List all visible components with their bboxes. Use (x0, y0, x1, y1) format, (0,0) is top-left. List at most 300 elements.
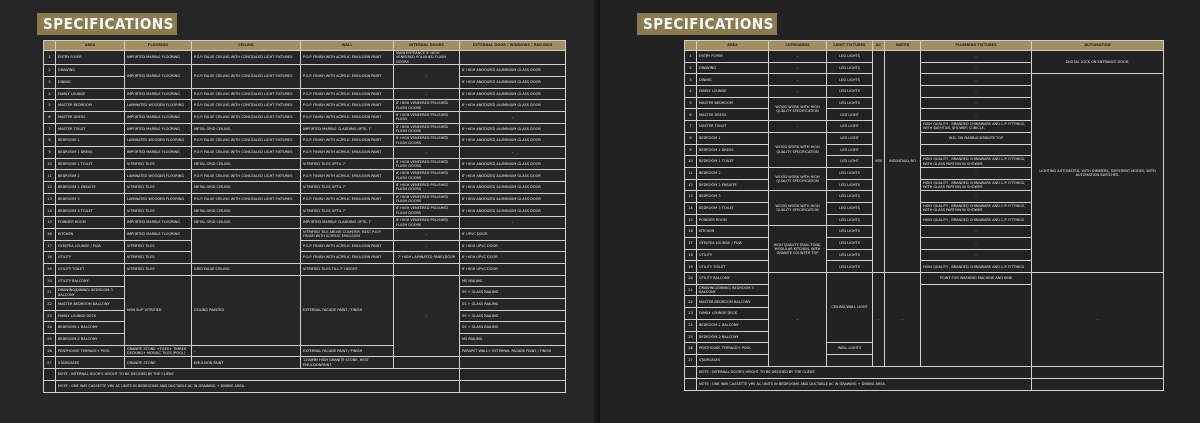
wall-cell: P.O.P. FINISH WITH ACRYLIC EMULSION PAINT (301, 147, 394, 159)
light-fixture-cell: LED LIGHT (827, 144, 873, 156)
external-door-cell: 8' HIGH ANODIZED ALUMINIUM GLASS DOOR (460, 158, 566, 170)
light-fixture-cell: LED LIGHTS (827, 202, 873, 214)
row-number: 5 (685, 97, 697, 109)
note-spacer (44, 369, 56, 381)
area-cell: BEDROOM 1 DRESS (697, 144, 769, 156)
table-row (44, 111, 566, 123)
external-door-cell: 8' HIGH UPVC DOOR (460, 263, 566, 275)
area-cell: GYM/TEA LOUNGE / PUJA (697, 238, 769, 250)
left-header-row (44, 41, 566, 51)
row-number: 27 (685, 354, 697, 366)
area-cell: ENTRY FOYER (56, 51, 125, 65)
area-cell: FAMILY LOUNGE (56, 88, 125, 100)
row-number: 3 (44, 76, 56, 88)
row-number: 7 (44, 123, 56, 135)
area-cell: BEDROOM 2 ENSUITE (56, 182, 125, 194)
ceiling-cell: P.O.P. FALSE CEILING WITH CONCEALED LIGHT FIXTURES (192, 65, 301, 88)
area-cell: BEDROOM-2 BALCONY (56, 334, 125, 346)
table-row (44, 205, 566, 217)
wall-cell: P.O.P. FINISH WITH ACRYLIC EMULSION PAINT (301, 252, 394, 264)
flooring-cell: IMPORTED MARBLE FLOORING (125, 51, 192, 65)
left-header-cell: WALL (301, 41, 394, 51)
table-row (44, 240, 566, 252)
table-row (44, 170, 566, 182)
right-header-cell: WATER (885, 41, 921, 51)
plumbing-cell: - (921, 74, 1032, 86)
light-fixture-cell: LED LIGHTS (827, 238, 873, 250)
plumbing-cell: HIGH QUALITY , BRANDED CHINAWARE AND C.P. FITTINGS, WITH GLASS PARTION IN SHOWER (921, 202, 1032, 214)
wall-cell: VITRIFIED TILES UPTIL 7' (301, 182, 394, 194)
plumbing-cell (921, 144, 1032, 156)
light-fixture-cell: LED LIGHTS (827, 226, 873, 238)
ceiling-cell: METAL GRID CEILING (192, 182, 301, 194)
area-cell: BEDROOM 3 (56, 193, 125, 205)
light-fixture-cell (827, 354, 873, 366)
area-cell: BEDROOM 2 (56, 170, 125, 182)
plumbing-cell: - (921, 238, 1032, 250)
note-spacer (685, 378, 697, 390)
external-door-cell: - (460, 147, 566, 159)
row-number: 18 (685, 249, 697, 261)
external-door-cell: SS + GLASS RAILING (460, 298, 566, 310)
internal-door-cell: - (394, 147, 460, 159)
light-fixture-cell: LED LIGHTS (827, 214, 873, 226)
plumbing-cell: POINT FOR WASHING MACHINE AND SINK (921, 273, 1032, 285)
row-number: 12 (44, 182, 56, 194)
area-cell: BEDROOM-1 BALCONY (697, 319, 769, 331)
area-cell: UTILITY TOILET (697, 261, 769, 273)
light-fixture-cell: LED LIGHTS (827, 74, 873, 86)
row-number: 10 (44, 158, 56, 170)
plumbing-cell: - (921, 109, 1032, 121)
row-number: 14 (44, 205, 56, 217)
row-number: 19 (44, 263, 56, 275)
light-fixture-cell: LED LIGHTS (827, 51, 873, 63)
flooring-cell: LAMINATED WOODEN FLOORING (125, 100, 192, 112)
light-fixture-cell: LED LIGHTS (827, 62, 873, 74)
row-number: 13 (44, 193, 56, 205)
flooring-cell: IMPORTED MARBLE FLOORING (125, 228, 192, 240)
area-cell: DRAWING (697, 62, 769, 74)
left-header-cell: EXTERNAL DOOR / WINDOWS / RAILINGS (460, 41, 566, 51)
row-number: 2 (44, 65, 56, 77)
external-door-cell: 8' HIGH UPVC DOOR (460, 252, 566, 264)
note-text: NOTE : INTERNAL DOOR'S HEIGHT TO BE DECIDED BY THE CLIENT. (697, 366, 1032, 378)
plumbing-cell: - (921, 51, 1032, 63)
area-cell: BEDROOM 2 ENSUITE (697, 179, 769, 191)
flooring-cell: IMPORTED MARBLE FLOORING (125, 123, 192, 135)
area-cell: PENTHOUSE TERRACE+ POOL (697, 343, 769, 355)
row-number: 23 (44, 310, 56, 322)
light-fixture-cell: LED LIGHTS (827, 97, 873, 109)
right-header-cell: AUTOMATION (1032, 41, 1164, 51)
left-page-title: SPECIFICATIONS (43, 15, 174, 33)
row-number: 9 (685, 144, 697, 156)
row-number: 2 (685, 62, 697, 74)
internal-door-cell: 8' HIGH VENEERED POLISHED FLUSH DOORS (394, 135, 460, 147)
ceiling-cell: METAL GRID CEILING (192, 123, 301, 135)
table-row (44, 228, 566, 240)
table-row (44, 275, 566, 287)
row-number: 24 (44, 322, 56, 334)
ceiling-cell: P.O.P. FALSE CEILING WITH CONCEALED LIGHT FIXTURES (192, 147, 301, 159)
ceiling-cell: P.O.P. FALSE CEILING WITH CONCEALED LIGHT FIXTURES (192, 170, 301, 182)
table-row (685, 51, 1164, 63)
row-number: 6 (685, 109, 697, 121)
row-number: 5 (44, 100, 56, 112)
ceiling-cell: METAL GRID CEILING (192, 158, 301, 170)
left-title-banner (37, 13, 177, 35)
external-door-cell: MS RAILING (460, 334, 566, 346)
row-number: 11 (44, 170, 56, 182)
row-number: 17 (44, 240, 56, 252)
right-header-cell (685, 41, 697, 51)
light-fixture-cell: LED LIGHTS (827, 191, 873, 203)
right-header-cell: PLUMBING FIXTURES (921, 41, 1032, 51)
light-fixture-cell: LED LIGHTS (827, 167, 873, 179)
external-door-cell: 8' UPVC DOOR (460, 228, 566, 240)
flooring-cell: VITRIFIED TILES (125, 240, 192, 252)
plumbing-cell: - (921, 191, 1032, 203)
area-cell: KITCHEN (697, 226, 769, 238)
wall-cell: VITRIFIED TILES UPTIL 7' (301, 158, 394, 170)
table-row (44, 182, 566, 194)
flooring-cell: VITRIFIED TILES (125, 205, 192, 217)
wall-cell: P.O.P. FINISH WITH ACRYLIC EMULSION PAINT (301, 65, 394, 88)
plumbing-cell: HIGH QUALITY , BRANDED CHINAWARE AND C.P. FITTINGS, WITH GLASS PARTION IN SHOWER (921, 156, 1032, 168)
cupboards-cell: HIGH QUALITY DUAL TONE, MODULAR KITCHEN, WITH GRANITE COUNTER TOP (769, 226, 827, 273)
cupboards-cell: WOOD WORK WITH HIGH QUALITY SPECIFICATION (769, 132, 827, 167)
external-door-cell: 8' HIGH ANODIZED ALUMINIUM GLASS DOOR (460, 123, 566, 135)
area-cell: BEDROOM 3 TOILET (56, 205, 125, 217)
row-number: 1 (685, 51, 697, 63)
flooring-cell: VITRIFIED TILES (125, 252, 192, 264)
table-row (44, 135, 566, 147)
internal-door-cell: 8' HIGH VENEERED POLISHED FLUSH (394, 111, 460, 123)
row-number: 27 (44, 357, 56, 369)
area-cell: MASTER BEDROOM (56, 100, 125, 112)
right-header-cell: AC (873, 41, 885, 51)
plumbing-cell: HIGH QUALITY , BRANDED CHINAWARE AND C.P. FITTINGS, WITH GLASS PARTION IN SHOWER (921, 179, 1032, 191)
row-number: 17 (685, 238, 697, 250)
flooring-cell: VITRIFIED TILES (125, 182, 192, 194)
table-row (44, 357, 566, 369)
ceiling-cell: METAL GRID CEILING (192, 217, 301, 229)
note-row (44, 369, 566, 381)
external-door-cell (460, 51, 566, 65)
area-cell: BEDROOM 1 DRESS (56, 147, 125, 159)
area-cell: MASTER BEDROOM BALCONY (697, 296, 769, 308)
table-row (44, 51, 566, 65)
flooring-cell: IMPORTED MARBLE FLOORING (125, 111, 192, 123)
table-row (44, 158, 566, 170)
note-empty-cell (1032, 378, 1164, 390)
flooring-cell: LAMINATED WOODEN FLOORING (125, 135, 192, 147)
left-header-cell: CEILING (192, 41, 301, 51)
row-number: 24 (685, 319, 697, 331)
light-fixture-cell: LED LIGHTS (827, 179, 873, 191)
row-number: 26 (685, 343, 697, 355)
table-row (44, 345, 566, 357)
wall-cell: VITRIFIED TILES UPTIL 7' (301, 205, 394, 217)
right-page-title: SPECIFICATIONS (643, 15, 774, 33)
wall-cell: P.O.P. FINISH WITH ACRYLIC EMULSION PAINT (301, 135, 394, 147)
cupboards-cell: - (769, 121, 827, 133)
row-number: 15 (685, 214, 697, 226)
table-row (44, 263, 566, 275)
ceiling-cell: P.O.P. FALSE CEILING WITH CONCEALED LIGHT FIXTURES (192, 51, 301, 65)
plumbing-cell: - (921, 226, 1032, 238)
internal-door-cell: 7' HIGH LAMINATED PANELDOOR (394, 252, 460, 264)
plumbing-cell: HIGH QUALITY , BRANDED CHINAWARE AND C.P. FITTINGS (921, 261, 1032, 273)
external-door-cell: 8' HIGH ANODIZED ALUMINIUM GLASS DOOR (460, 76, 566, 88)
table-row (44, 147, 566, 159)
note-text: NOTE : INTERNAL DOOR'S HEIGHT TO BE DECIDED BY THE CLIENT. (56, 369, 460, 381)
left-header-cell: AREA (56, 41, 125, 51)
flooring-cell: VITRIFIED TILES (125, 263, 192, 275)
row-number: 23 (685, 308, 697, 320)
wall-cell: P.O.P. FINISH WITH ACRYLIC EMULSION PAINT (301, 111, 394, 123)
row-number: 8 (44, 135, 56, 147)
area-cell: KITCHEN (56, 228, 125, 240)
area-cell: BEDROOM 3 TOILET (697, 202, 769, 214)
flooring-cell: VITRIFIED TILES (125, 158, 192, 170)
row-number: 16 (685, 226, 697, 238)
light-fixture-cell: WALL LIGHTS (827, 343, 873, 355)
row-number: 21 (44, 287, 56, 299)
area-cell: BEDROOM 2 (697, 167, 769, 179)
row-number: 4 (44, 88, 56, 100)
ceiling-cell: - (192, 345, 301, 357)
area-cell: POWDER ROOM (56, 217, 125, 229)
row-number: 20 (44, 275, 56, 287)
left-spec-table (43, 40, 566, 393)
row-number: 22 (685, 296, 697, 308)
left-header-cell: INTERNAL DOORS (394, 41, 460, 51)
area-cell: BEDROOM 1 (56, 135, 125, 147)
plumbing-cell: HIGH QUALITY , BRANDED CHINAWARE AND C.P. FITTINGS, WITH BATHTUB, SHOWER CUBICLE. (921, 121, 1032, 133)
row-number: 26 (44, 345, 56, 357)
external-door-cell: PARAPET WALL+ EXTERNAL FACADE PAINT / FINISH (460, 345, 566, 357)
right-header-cell: LIGHT FIXTURES (827, 41, 873, 51)
table-row (44, 100, 566, 112)
internal-door-cell: 8' HIGH VENEERED POLISHED FLUSH DOORS (394, 170, 460, 182)
external-door-cell: 8' HIGH ANODIZED ALUMINIUM GLASS DOOR (460, 193, 566, 205)
ceiling-cell: P.O.P. FALSE CEILING WITH CONCEALED LIGHT FIXTURES (192, 88, 301, 100)
internal-door-cell: 8' HIGH VENEERED POLISHED FLUSH DOORS (394, 158, 460, 170)
wall-cell: P.O.P. FINISH WITH ACRYLIC EMULSION PAINT (301, 88, 394, 100)
area-cell: FAMILY LOUNGE DECK (56, 310, 125, 322)
flooring-cell: GRANITE STONE +TILES+ TIMBER DECKING+ MOSAIC TILES (POOL) (125, 345, 192, 357)
internal-door-cell: - (394, 275, 460, 357)
row-number: 18 (44, 252, 56, 264)
row-number: 3 (685, 74, 697, 86)
row-number: 15 (44, 217, 56, 229)
wall-cell: IMPORTED MARBLE CLADDING UPTIL 7' (301, 123, 394, 135)
external-door-cell: 8' HIGH ANODIZED ALUMINIUM GLASS DOOR (460, 88, 566, 100)
area-cell: BEDROOM 1 TOILET (697, 156, 769, 168)
wall-cell: P.O.P. FINISH WITH ACRYLIC EMULSION PAINT (301, 51, 394, 65)
wall-cell: P.O.P. FINISH WITH ACRYLIC EMULSION PAINT (301, 100, 394, 112)
area-cell: DINING (697, 74, 769, 86)
light-fixture-cell: LED LIGHT (827, 121, 873, 133)
ceiling-cell: P.O.P. FALSE CEILING WITH CONCEALED LIGHT FIXTURES (192, 193, 301, 205)
area-cell: UTILITY BALCONY (697, 273, 769, 285)
flooring-cell: IMPORTED MARBLE FLOORING (125, 147, 192, 159)
flooring-cell: IMPORTED MARBLE FLOORING (125, 217, 192, 229)
wall-cell: P.O.P. FINISH WITH ACRYLIC EMULSION PAINT (301, 240, 394, 252)
area-cell: MASTER BEDROOM BALCONY (56, 298, 125, 310)
external-door-cell: - (460, 111, 566, 123)
area-cell: DRAWING (56, 65, 125, 77)
external-door-cell: SS + GLASS RAILING (460, 310, 566, 322)
table-row (44, 193, 566, 205)
ceiling-cell: CEILING PAINTED (192, 275, 301, 345)
row-number: 4 (685, 86, 697, 98)
light-fixture-cell: LED LIGHTS (827, 86, 873, 98)
row-number: 9 (44, 147, 56, 159)
internal-door-cell: 8' HIGH VENEERED POLISHED FLUSH DOORS (394, 123, 460, 135)
ac-cell: VRV (873, 51, 885, 273)
area-cell: UTILITY TOILET (56, 263, 125, 275)
row-number: 10 (685, 156, 697, 168)
right-header-row (685, 41, 1164, 51)
internal-door-cell: 8' HIGH VENEERED POLISHED FLUSH DOORS (394, 182, 460, 194)
note-spacer (44, 381, 56, 393)
flooring-cell: NON SLIP VITRIFIED (125, 275, 192, 345)
automation-cell: DIGITAL LOCK ON ENTRANCE DOOR. (1032, 51, 1164, 74)
external-door-cell: 8' HIGH ANODIZED ALUMINIUM GLASS DOOR (460, 170, 566, 182)
wall-cell: P.O.P. FINISH WITH ACRYLIC EMULSION PAINT (301, 170, 394, 182)
external-door-cell (460, 357, 566, 369)
table-row (685, 74, 1164, 86)
cupboards-cell: - (769, 86, 827, 98)
area-cell: MASTER DRESS (697, 109, 769, 121)
table-row (44, 88, 566, 100)
external-door-cell: SS + GLASS RAILING (460, 322, 566, 334)
area-cell: DRAWING/DINING/ BEDROOM 3 BALCONY (56, 287, 125, 299)
note-row (44, 381, 566, 393)
external-door-cell: 8' HIGH UPVC DOOR (460, 240, 566, 252)
area-cell: PENTHOUSE TERRACE+ POOL (56, 345, 125, 357)
area-cell: MASTER TOILET (697, 121, 769, 133)
external-door-cell: 8' HIGH ANODIZED ALUMINIUM GLASS DOOR (460, 205, 566, 217)
left-header-cell: FLOORING (125, 41, 192, 51)
ceiling-cell (192, 228, 301, 263)
area-cell: DRAWING/DINING/ BEDROOM 3 BALCONY (697, 284, 769, 296)
row-number: 13 (685, 191, 697, 203)
flooring-cell: GRANITE STONE (125, 357, 192, 369)
area-cell: FAMILY LOUNGE DECK (697, 308, 769, 320)
area-cell: UTILITY BALCONY (56, 275, 125, 287)
wall-cell: VITRIFIED TILES TILL 7' HEIGHT (301, 263, 394, 275)
ceiling-cell: EMULSION PAINT (192, 357, 301, 369)
table-row (44, 65, 566, 77)
external-door-cell: 8' HIGH ANODIZED ALUMINIUM GLASS DOOR (460, 65, 566, 77)
table-row (44, 217, 566, 229)
area-cell: FAMILY LOUNGE (697, 86, 769, 98)
internal-door-cell: - (394, 65, 460, 88)
cupboards-cell: - (769, 62, 827, 74)
note-empty-cell (460, 381, 566, 393)
cupboards-cell: WOOD WORK WITH HIGH QUALITY SPECIFICATION (769, 167, 827, 190)
area-cell: BEDROOM 3 (697, 191, 769, 203)
row-number: 16 (44, 228, 56, 240)
row-number: 12 (685, 179, 697, 191)
area-cell: BEDROOM-2 BALCONY (697, 331, 769, 343)
right-page (600, 0, 1200, 423)
plumbing-cell: - (921, 97, 1032, 109)
area-cell: GYM/TEA LOUNGE / PUJA (56, 240, 125, 252)
plumbing-cell (921, 284, 1032, 366)
ac-cell: - (873, 273, 885, 367)
internal-door-cell: - (394, 228, 460, 240)
plumbing-cell: - (921, 167, 1032, 179)
light-fixture-cell: CEILING/WALL LIGHT (827, 273, 873, 343)
light-fixture-cell: LED LIGHTS (827, 249, 873, 261)
internal-door-cell: 8' HIGH VENEERED POLISHED FLUSH DOORS (394, 193, 460, 205)
light-fixture-cell: LED LIGHTS (827, 261, 873, 273)
row-number: 7 (685, 121, 697, 133)
note-row (685, 366, 1164, 378)
cupboards-cell: - (769, 74, 827, 86)
row-number: 25 (685, 331, 697, 343)
cupboards-cell: - (769, 273, 827, 367)
light-fixture-cell: LED LIGHT (827, 132, 873, 144)
internal-door-cell: 8' HIGH VENEERED POLISHED FLUSH DOORS (394, 217, 460, 229)
row-number: 19 (685, 261, 697, 273)
external-door-cell: - (460, 217, 566, 229)
external-door-cell: 8' HIGH ANODIZED ALUMINIUM GLASS DOOR (460, 182, 566, 194)
water-cell: INDIVIDUAL RO (885, 51, 921, 273)
note-text: NOTE : ONE WAY CASSETTE VRV AC UNITS IN BEDROOMS AND DUCTABLE AC IN DRAWING + DINING AREA. (697, 378, 1032, 390)
ceiling-cell: P.O.P. FALSE CEILING WITH CONCEALED LIGHT FIXTURES (192, 135, 301, 147)
ceiling-cell: P.O.P. FALSE CEILING WITH CONCEALED LIGHT FIXTURES (192, 111, 301, 123)
table-row (44, 123, 566, 135)
flooring-cell: IMPORTED MARBLE FLOORING (125, 88, 192, 100)
plumbing-cell: - (921, 249, 1032, 261)
area-cell: BEDROOM 1 TOILET (56, 158, 125, 170)
internal-door-cell (394, 263, 460, 275)
table-row (44, 252, 566, 264)
external-door-cell: 8' HIGH ANODIZED ALUMINIUM GLASS DOOR (460, 100, 566, 112)
plumbing-cell: - (921, 62, 1032, 74)
internal-door-cell (394, 357, 460, 369)
internal-door-cell: 8' HIGH VENEERED POLISHED FLUSH DOORS (394, 100, 460, 112)
cupboards-cell: WOOD WORK WITH HIGH QUALITY SPECIFICATION (769, 191, 827, 226)
flooring-cell: LAMINATED WOODEN FLOORING (125, 170, 192, 182)
wall-cell: EXTERNAL FACADE PAINT / FINISH (301, 275, 394, 345)
note-spacer (685, 366, 697, 378)
note-empty-cell (460, 369, 566, 381)
internal-door-cell: MAIN ENTRANCE 8' HIGH VENEERED POLISHED FLUSH DOORS (394, 51, 460, 65)
row-number: 6 (44, 111, 56, 123)
row-number: 22 (44, 298, 56, 310)
right-header-cell: AREA (697, 41, 769, 51)
cupboards-cell: - (769, 51, 827, 63)
right-spec-table (684, 40, 1164, 391)
wall-cell: EXTERNAL FACADE PAINT / FINISH (301, 345, 394, 357)
light-fixture-cell: LED LIGHT (827, 156, 873, 168)
row-number: 14 (685, 202, 697, 214)
note-empty-cell (1032, 366, 1164, 378)
light-fixture-cell: LED LIGHT (827, 109, 873, 121)
area-cell: MASTER DRESS (56, 111, 125, 123)
area-cell: DINING (56, 76, 125, 88)
plumbing-cell: HIGH QUALITY , BRANDED CHINAWARE AND C.P. FITTINGS (921, 214, 1032, 226)
external-door-cell: 8' HIGH ANODIZED ALUMINIUM GLASS DOOR (460, 135, 566, 147)
external-door-cell: SS + GLASS RAILING (460, 287, 566, 299)
